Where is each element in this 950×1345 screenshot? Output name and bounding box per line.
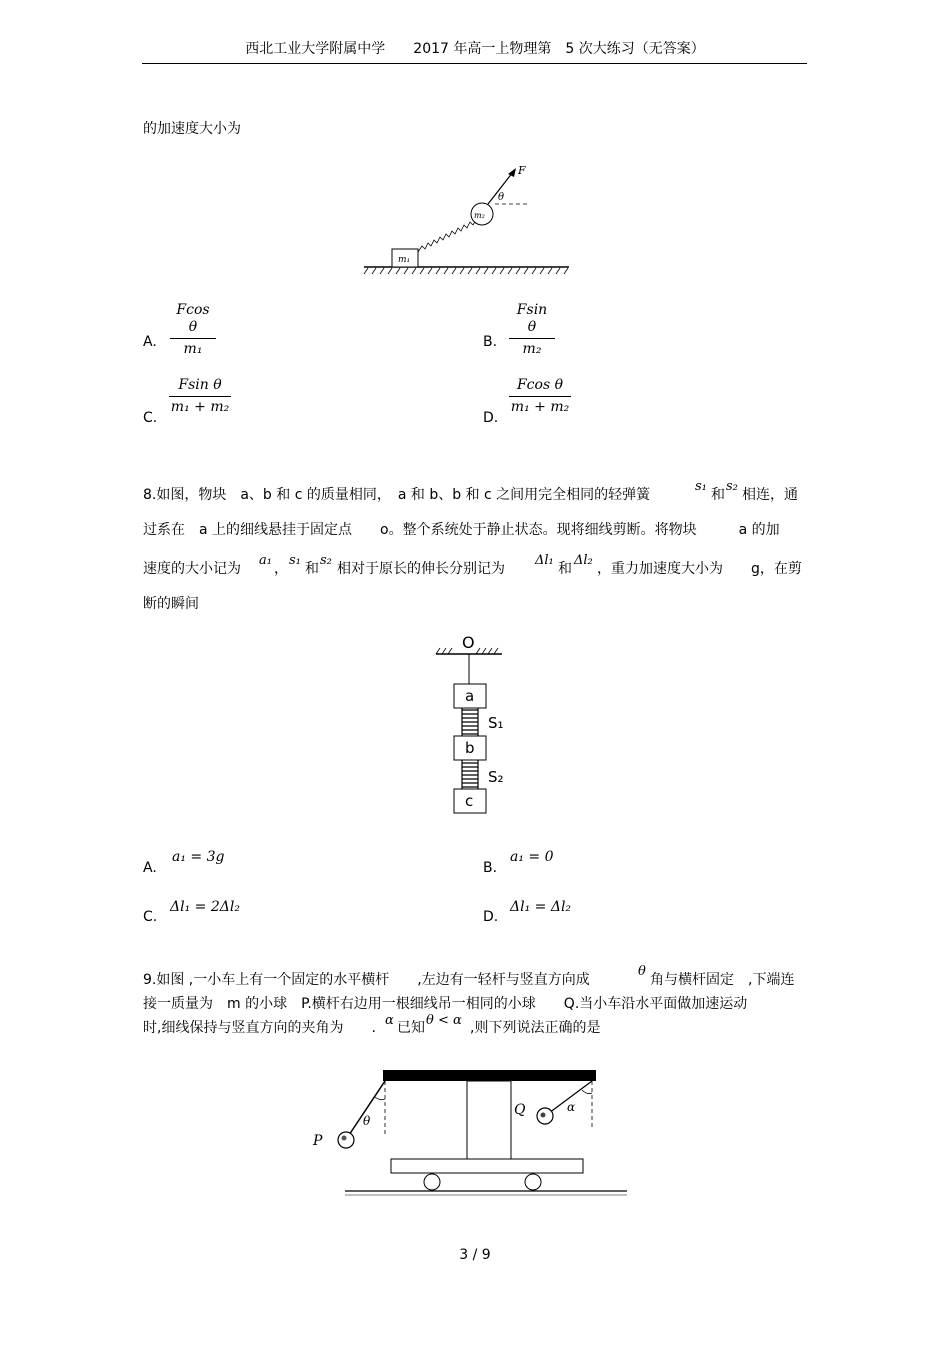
q8-label-O: O <box>462 633 475 652</box>
q8-option-d-expr: Δl₁ = Δl₂ <box>510 899 572 915</box>
q9-sym-alpha: α <box>385 1013 394 1028</box>
q7-option-d-fraction <box>509 377 571 416</box>
q8-text-line1-end: 相连，通 <box>742 487 798 503</box>
q9-text-line3-mid: 已知 <box>397 1020 425 1036</box>
q7-label-theta: θ <box>498 192 505 203</box>
q9-crossbar <box>383 1070 596 1081</box>
q8-label-c: c <box>465 792 474 810</box>
q8-sym-s1: s₁ <box>695 479 707 494</box>
q9-figure <box>305 1065 630 1200</box>
q9-text-line1: 9.如图 ,一小车上有一个固定的水平横杆 ,左边有一轻杆与竖直方向成 <box>143 972 590 988</box>
q8-option-c-letter: C. <box>143 909 158 925</box>
q7-spring <box>418 220 476 252</box>
q7-option-c-fraction <box>169 377 231 416</box>
q8-sym-s1-b: s₁ <box>289 553 301 568</box>
q7-option-b-num: Fsin θ <box>516 302 548 335</box>
q8-option-b-letter: B. <box>483 860 498 876</box>
q8-he-3: 和 <box>558 561 572 577</box>
q7-option-a-letter: A. <box>143 334 157 350</box>
q8-comma: ， <box>274 561 288 577</box>
q8-sym-s2: s₂ <box>726 479 738 494</box>
q9-cart-platform <box>391 1159 583 1173</box>
q8-text-line3-mid: 相对于原长的伸长分别记为 <box>337 561 505 577</box>
q9-label-alpha: α <box>567 1100 576 1114</box>
q8-spring-s1 <box>462 708 478 736</box>
q8-text-line1: 8.如图，物块 a、b 和 c 的质量相同， a 和 b、b 和 c 之间用完全相同的轻弹簧 <box>143 487 651 503</box>
q9-ball-P <box>338 1132 354 1148</box>
q7-option-c-letter: C. <box>143 410 158 426</box>
q8-he-1: 和 <box>711 487 725 503</box>
q8-text-line2: 过系在 a 上的细线悬挂于固定点 o。整个系统处于静止状态。现将细线剪断。将物块 a 的加 <box>143 522 780 538</box>
q9-label-theta: θ <box>363 1114 371 1128</box>
q8-sym-a1: a₁ <box>259 553 272 568</box>
q8-label-a: a <box>465 687 475 705</box>
q9-pillar <box>467 1081 511 1159</box>
q7-option-c-num: Fsin θ <box>178 377 222 393</box>
q8-option-c-expr: Δl₁ = 2Δl₂ <box>170 899 240 915</box>
q8-he-2: 和 <box>305 561 319 577</box>
q9-text-line3-end: ,则下列说法正确的是 <box>470 1020 601 1036</box>
q8-option-d-letter: D. <box>483 909 499 925</box>
q9-label-P: P <box>313 1133 323 1149</box>
q8-sym-dl2: Δl₂ <box>574 553 593 568</box>
q8-sym-dl1: Δl₁ <box>535 553 554 568</box>
q7-lead-text: 的加速度大小为 <box>143 121 241 137</box>
q7-option-a-num: Fcos θ <box>176 302 210 335</box>
q9-wheel-right <box>525 1174 541 1190</box>
q8-label-S2: S₂ <box>488 768 504 786</box>
q8-option-a-expr: a₁ = 3g <box>172 849 225 865</box>
q9-text-line1-end: 角与横杆固定 ,下端连 <box>650 972 795 988</box>
page-header: 西北工业大学附属中学 2017 年高一上物理第 5 次大练习（无答案） <box>245 41 705 57</box>
q7-option-b-letter: B. <box>483 334 498 350</box>
q7-option-d-letter: D. <box>483 410 499 426</box>
header-rule <box>142 63 807 64</box>
q7-option-d-num: Fcos θ <box>516 377 564 393</box>
q8-text-line3-end: ，重力加速度大小为 g，在剪 <box>597 561 802 577</box>
q7-option-d-den: m₁ + m₂ <box>510 399 570 415</box>
q8-label-b: b <box>465 739 475 757</box>
q9-text-line3-start: 时,细线保持与竖直方向的夹角为 . <box>143 1020 376 1036</box>
q7-option-b-den: m₂ <box>522 341 542 357</box>
q8-sym-s2-b: s₂ <box>320 553 332 568</box>
q7-option-a-fraction <box>170 302 216 358</box>
q7-option-b-fraction <box>509 302 555 358</box>
q7-label-m1: m₁ <box>398 255 411 265</box>
q9-sym-cond: θ < α <box>426 1013 462 1028</box>
q9-wheel-left <box>424 1174 440 1190</box>
q8-text-line4: 断的瞬间 <box>143 596 199 612</box>
q7-option-c-den: m₁ + m₂ <box>170 399 230 415</box>
q7-option-a-den: m₁ <box>183 341 203 357</box>
q8-text-line3-start: 速度的大小记为 <box>143 561 241 577</box>
q8-figure <box>430 630 520 820</box>
q8-label-S1: S₁ <box>488 714 504 732</box>
q9-label-Q: Q <box>514 1102 526 1118</box>
q7-label-F: F <box>518 164 526 177</box>
q8-spring-s2 <box>462 760 478 789</box>
page-number: 3 / 9 <box>459 1247 491 1263</box>
q7-figure <box>364 160 574 275</box>
q9-text-line2: 接一质量为 m 的小球 P.横杆右边用一根细线吊一相同的小球 Q.当小车沿水平面做加速运动 <box>143 996 748 1012</box>
q9-sym-theta: θ <box>638 964 646 979</box>
q8-option-b-expr: a₁ = 0 <box>510 849 554 865</box>
q8-option-a-letter: A. <box>143 860 157 876</box>
q7-label-m2: m₂ <box>474 211 485 220</box>
